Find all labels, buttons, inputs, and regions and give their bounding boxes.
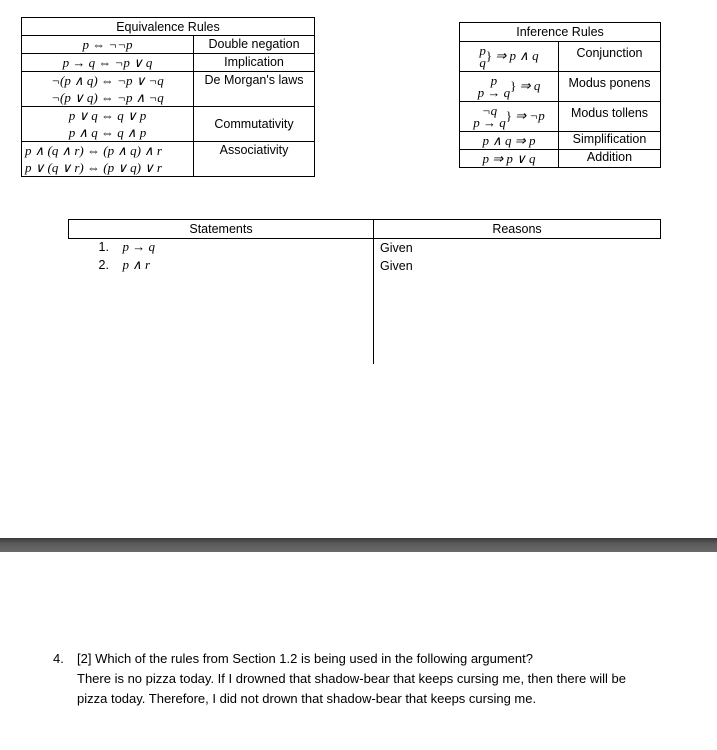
rule-formula: p ∧ q ⇔ q ∧ p — [68, 125, 147, 140]
question-prompt: [2] Which of the rules from Section 1.2 is being used in the following argument? — [77, 651, 533, 666]
rule-name: Double negation — [194, 36, 315, 54]
reasons-column — [374, 239, 661, 365]
inference-rules-title: Inference Rules — [460, 23, 661, 42]
rule-formula: p ∧ q ⇒ p — [460, 132, 559, 150]
statements-column — [69, 239, 374, 365]
page-divider — [0, 538, 717, 552]
rule-formula: p → q ⇔ ¬p ∨ q — [62, 55, 153, 70]
rule-name: Associativity — [194, 142, 315, 177]
premise-bottom: p → q — [477, 84, 511, 100]
brace-icon: } — [505, 107, 513, 123]
question-argument-line: There is no pizza today. If I drowned that shadow-bear that keeps cursing me, then there will be — [77, 671, 626, 686]
rule-name: Commutativity — [194, 107, 315, 142]
statement-text: p ∧ r — [122, 257, 151, 272]
brace-icon: } — [510, 77, 517, 93]
statement-row — [69, 239, 374, 257]
conclusion: ⇒ q — [519, 77, 541, 93]
rule-formula: p ⇒ p ∨ q — [460, 150, 559, 168]
reason-text: Given — [380, 259, 413, 273]
rule-name: Modus tollens — [559, 102, 661, 132]
statement-number: 2. — [98, 258, 109, 272]
premise-top: p — [479, 42, 486, 58]
equivalence-row — [22, 54, 315, 72]
conclusion: ⇒ ¬p — [515, 107, 545, 123]
question-number: 4. — [53, 651, 64, 666]
conclusion: ⇒ p ∧ q — [495, 47, 539, 63]
question-4 — [53, 649, 693, 709]
inference-row — [460, 102, 661, 132]
inference-row — [460, 132, 661, 150]
brace-icon: } — [485, 47, 493, 63]
rule-formula: p ⇔ ¬¬p — [82, 37, 133, 52]
equivalence-row — [22, 142, 315, 177]
equivalence-row — [22, 36, 315, 54]
equivalence-rules-table — [21, 17, 315, 177]
premise-top: ¬q — [481, 102, 498, 118]
rule-name: Addition — [559, 150, 661, 168]
statement-number: 1. — [98, 240, 109, 254]
premise-bottom: q — [479, 54, 486, 70]
rule-formula: ¬(p ∨ q) ⇔ ¬p ∧ ¬q — [51, 90, 164, 105]
premise-top: p — [490, 72, 498, 88]
rule-name: Modus ponens — [559, 72, 661, 102]
rule-formula: p ∨ (q ∨ r) ⇔ (p ∨ q) ∨ r — [25, 160, 162, 175]
rule-name: Simplification — [559, 132, 661, 150]
statements-header: Statements — [69, 220, 374, 239]
reason-text: Given — [380, 241, 413, 255]
rule-name: Implication — [194, 54, 315, 72]
rule-name: De Morgan's laws — [194, 72, 315, 107]
inference-row — [460, 72, 661, 102]
equivalence-row — [22, 107, 315, 142]
question-argument-line: pizza today. Therefore, I did not drown that shadow-bear that keeps cursing me. — [77, 691, 537, 706]
equivalence-rules-title: Equivalence Rules — [22, 18, 315, 36]
rule-name: Conjunction — [559, 42, 661, 72]
inference-row — [460, 42, 661, 72]
equivalence-row — [22, 72, 315, 107]
inference-row — [460, 150, 661, 168]
reasons-header: Reasons — [374, 220, 661, 239]
proof-table — [68, 219, 661, 364]
statement-row — [69, 257, 374, 275]
rule-formula: p ∨ q ⇔ q ∨ p — [68, 108, 147, 123]
rule-formula: p ∧ (q ∧ r) ⇔ (p ∧ q) ∧ r — [25, 143, 162, 158]
statement-text: p → q — [122, 239, 155, 254]
inference-rules-table — [459, 22, 661, 168]
rule-formula: ¬(p ∧ q) ⇔ ¬p ∨ ¬q — [51, 73, 164, 88]
premise-bottom: p → q — [473, 114, 506, 130]
